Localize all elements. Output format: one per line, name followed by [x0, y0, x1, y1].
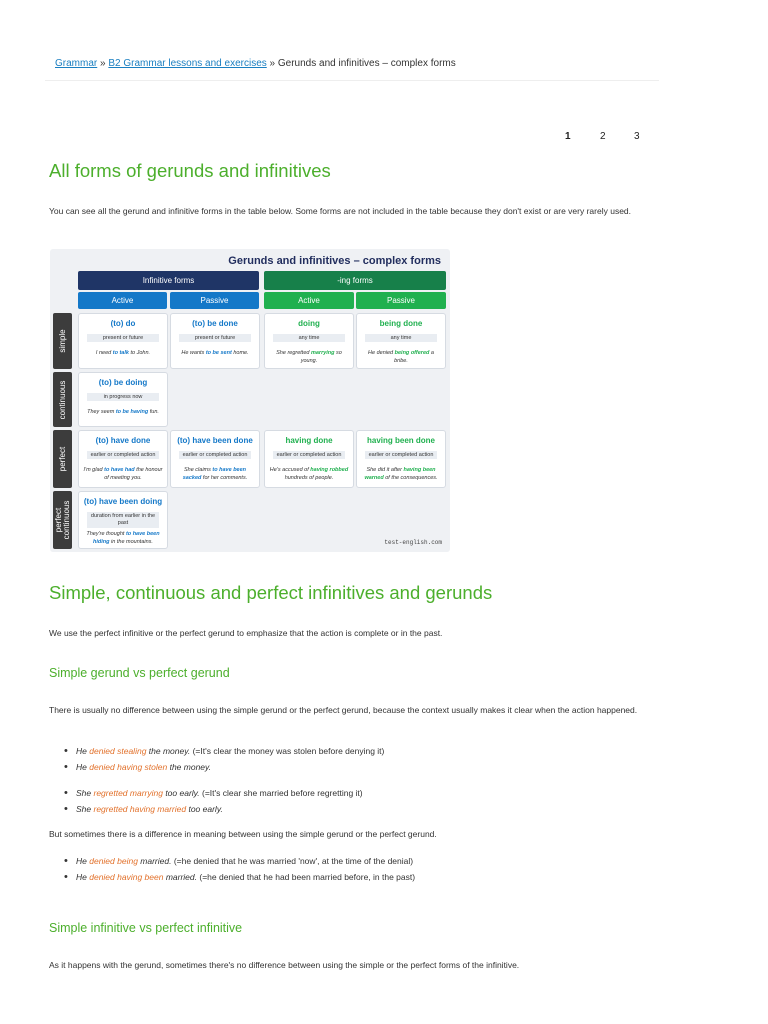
heading-infinitive-comparison: Simple infinitive vs perfect infinitive: [49, 921, 243, 935]
header-ing-forms: -ing forms: [264, 271, 446, 290]
paragraph-gerund-context: There is usually no difference between using the simple gerund or the perfect gerund, because the context usually makes it clear when the action happened.: [49, 705, 638, 715]
table-title: Gerunds and infinitives – complex forms: [228, 255, 441, 267]
example-list: [62, 743, 384, 775]
gerunds-infinitives-table: [50, 249, 450, 552]
cell-inf-simple-passive: (to) be done present or future He wants to be sent home.: [170, 313, 260, 369]
cell-inf-perfect-continuous-active: (to) have been doing duration from earlier in the past They're thought to have been hiding in the mountains.: [78, 491, 168, 549]
page-link-3[interactable]: 3: [634, 131, 640, 142]
list-item: • He denied stealing the money. (=It's clear the money was stolen before denying it): [62, 743, 384, 759]
header-infinitive-forms: Infinitive forms: [78, 271, 259, 290]
cell-ing-perfect-active: having done earlier or completed action He's accused of having robbed hundreds of people.: [264, 430, 354, 488]
page-link-2[interactable]: 2: [600, 131, 606, 142]
list-item: • She regretted marrying too early. (=It's clear she married before regretting it): [62, 785, 363, 801]
cell-inf-simple-active: (to) do present or future I need to talk to John.: [78, 313, 168, 369]
paragraph-perfect-emphasis: We use the perfect infinitive or the perfect gerund to emphasize that the action is complete or in the past.: [49, 628, 443, 638]
breadcrumb: [55, 58, 456, 69]
breadcrumb-current: Gerunds and infinitives – complex forms: [277, 58, 456, 69]
list-item: • He denied having been married. (=he denied that he had been married before, in the past): [62, 869, 415, 885]
cell-inf-perfect-passive: (to) have been done earlier or completed action She claims to have been sacked for her comments.: [170, 430, 260, 488]
paragraph-infinitive-intro: As it happens with the gerund, sometimes there's no difference between using the simple or the perfect forms of the infinitive.: [49, 960, 520, 970]
row-label-perfect-continuous: perfect continuous: [53, 491, 72, 549]
header-ing-passive: Passive: [356, 292, 446, 309]
breadcrumb-separator: »: [266, 58, 278, 69]
header-inf-active: Active: [78, 292, 167, 309]
divider: [45, 80, 659, 81]
row-label-continuous: continuous: [53, 372, 72, 427]
list-item: • He denied having stolen the money.: [62, 759, 384, 775]
page-link-1[interactable]: 1: [565, 131, 571, 142]
cell-ing-simple-passive: being done any time He denied being offered a bribe.: [356, 313, 446, 369]
heading-simple-continuous-perfect: Simple, continuous and perfect infinitives and gerunds: [49, 582, 493, 603]
cell-ing-perfect-passive: having been done earlier or completed action She did it after having been warned of the consequences.: [356, 430, 446, 488]
heading-gerund-comparison: Simple gerund vs perfect gerund: [49, 666, 230, 680]
cell-inf-continuous-active: (to) be doing in progress now They seem to be having fun.: [78, 372, 168, 427]
breadcrumb-link-grammar[interactable]: Grammar: [55, 58, 98, 69]
row-label-simple: simple: [53, 313, 72, 369]
header-inf-passive: Passive: [170, 292, 259, 309]
list-item: • He denied being married. (=he denied that he was married 'now', at the time of the denial): [62, 853, 415, 869]
example-list: [62, 785, 363, 817]
breadcrumb-separator: »: [97, 58, 109, 69]
breadcrumb-link-b2-lessons[interactable]: B2 Grammar lessons and exercises: [108, 58, 267, 69]
header-ing-active: Active: [264, 292, 354, 309]
cell-inf-perfect-active: (to) have done earlier or completed action I'm glad to have had the honour of meeting you.: [78, 430, 168, 488]
list-item: • She regretted having married too early.: [62, 801, 363, 817]
paragraph-intro: You can see all the gerund and infinitive forms in the table below. Some forms are not included in the table because they don't exist or are very rarely used.: [49, 206, 632, 216]
example-list: [62, 853, 415, 885]
cell-ing-simple-active: doing any time She regretted marrying so young.: [264, 313, 354, 369]
brand-watermark: test-english.com: [384, 539, 442, 546]
paragraph-difference: But sometimes there is a difference in meaning between using the simple gerund or the perfect gerund.: [49, 829, 437, 839]
heading-all-forms: All forms of gerunds and infinitives: [49, 160, 331, 181]
row-label-perfect: perfect: [53, 430, 72, 488]
